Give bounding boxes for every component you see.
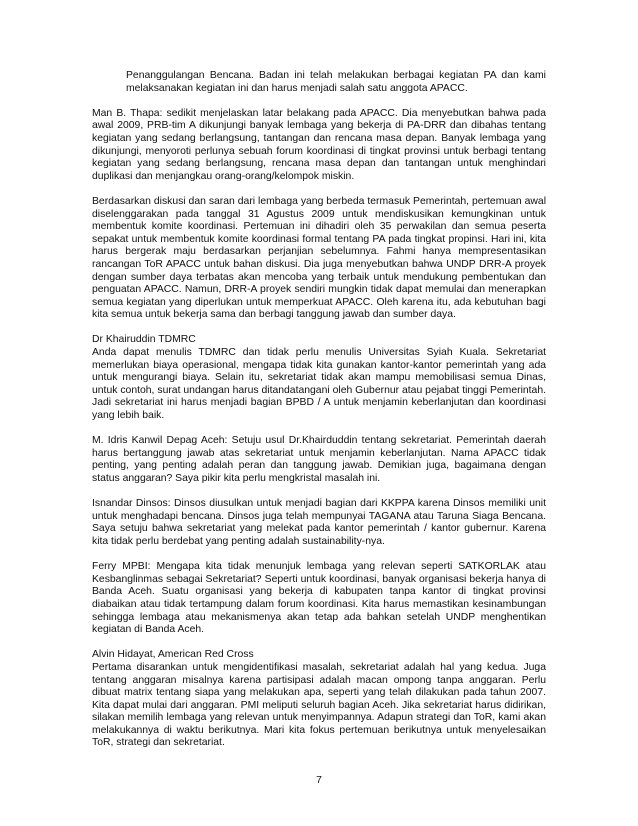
paragraph-alvin: Alvin Hidayat, American Red Cross Pertama disarankan untuk mengidentifikasi masalah, sekretariat adalah hal yang kedua. Juga tentang anggaran misalnya karena partisipasi adalah macan ompong tanpa anggaran. Perlu dibuat matrix tentang siapa yang melakukan apa, seperti yang telah dilakukan pada tahun 2007. Kita dapat mulai dari anggaran. PMI meliputi seluruh bagian Aceh. Jika sekretariat harus didirikan, silakan memilih lembaga yang relevan untuk menyimpannya. Adapun strategi dan ToR, kami akan melakukannya di waktu berikutnya. Mari kita fokus pertemuan berikutnya untuk menyelesaikan ToR, strategi dan sekretariat. (92, 649, 546, 749)
paragraph-idris: M. Idris Kanwil Depag Aceh: Setuju usul Dr.Khairduddin tentang sekretariat. Pemerintah daerah harus bertanggung jawab atas sekretariat untuk menjamin keberlanjutan. Nama APACC tidak penting, yang penting adalah peran dan tanggung jawab. Demikian juga, bagaimana dengan status anggaran? Saya pikir kita perlu mengkristal masalah ini. (92, 435, 546, 484)
paragraph-isnandar: Isnandar Dinsos: Dinsos diusulkan untuk menjadi bagian dari KKPPA karena Dinsos memiliki unit untuk menghadapi bencana. Dinsos juga telah mempunyai TAGANA atau Taruna Siaga Bencana. Saya setuju bahwa sekretariat yang melekat pada kantor pemerintah / kantor gubernur. Karena kita tidak perlu berdebat yang penting adalah sustainability-nya. (92, 498, 546, 547)
paragraph-diskusi: Berdasarkan diskusi dan saran dari lembaga yang berbeda termasuk Pemerintah, pertemuan awal diselenggarakan pada tanggal 31 Agustus 2009 untuk mendiskusikan kemungkinan untuk membentuk komite koordinasi. Pertemuan ini dihadiri oleh 35 perwakilan dan semua peserta sepakat untuk membentuk komite koordinasi formal tentang PA pada tingkat propinsi. Hari ini, kita harus bergerak maju berdasarkan perjanjian sebelumnya. Fahmi hanya mempresentasikan rancangan ToR APACC untuk bahan diskusi. Dia juga menyebutkan bahwa UNDP DRR-A proyek dengan sumber daya terbatas akan mencoba yang terbaik untuk mendukung pembentukan dan penguatan APACC. Namun, DRR-A proyek sendiri mungkin tidak dapat memulai dan menerapkan semua kegiatan yang diperlukan untuk memperkuat APACC. Oleh karena itu, ada kebutuhan bagi kita semua untuk bekerja sama dan berbagi tanggung jawab dan sumber daya. (92, 195, 546, 321)
paragraph-ferry: Ferry MPBI: Mengapa kita tidak menunjuk lembaga yang relevan seperti SATKORLAK atau Kesbanglinmas sebagai Sekretariat? Seperti untuk koordinasi, banyak organisasi bekerja hanya di Banda Aceh. Suatu organisasi yang bekerja di kabupaten tanpa kantor di tingkat provinsi diabaikan atau tidak tertampung dalam forum koordinasi. Kita harus memastikan kesinambungan sehingga lembaga atau mekanismenya akan tetap ada bahkan setelah UNDP menghentikan kegiatan di Banda Aceh. (92, 561, 546, 636)
paragraph-intro-continuation: Penanggulangan Bencana. Badan ini telah melakukan berbagai kegiatan PA dan kami melaksanakan kegiatan ini dan harus menjadi salah satu anggota APACC. (126, 70, 546, 94)
document-body (92, 70, 546, 763)
page-number: 7 (316, 775, 322, 786)
paragraph-man-thapa: Man B. Thapa: sedikit menjelaskan latar belakang pada APACC. Dia menyebutkan bahwa pada awal 2009, PRB-tim A dikunjungi banyak lembaga yang bekerja di PA-DRR dan dibahas tentang kegiatan yang sedang berlangsung, tantangan dan rencana masa depan. Banyak lembaga yang dikunjungi, menyoroti perlunya sebuah forum koordinasi di tingkat provinsi untuk berbagi tentang kegiatan yang sedang berlangsung, rencana masa depan dan tantangan untuk menghindari duplikasi dan menjangkau orang-orang/kelompok miskin. (92, 107, 546, 182)
paragraph-khairuddin: Dr Khairuddin TDMRC Anda dapat menulis TDMRC dan tidak perlu menulis Universitas Syiah Kuala. Sekretariat memerlukan biaya operasional, mengapa tidak kita gunakan kantor-kantor pemerintah yang ada untuk mengurangi biaya. Selain itu, sekretariat tidak akan mampu memobilisasi semua Dinas, untuk contoh, surat undangan harus ditandatangani oleh Gubernur atau pejabat tinggi Pemerintah. Jadi sekretariat ini harus menjadi bagian BPBD / A untuk menjamin keberlanjutan dan koordinasi yang lebih baik. (92, 334, 546, 422)
